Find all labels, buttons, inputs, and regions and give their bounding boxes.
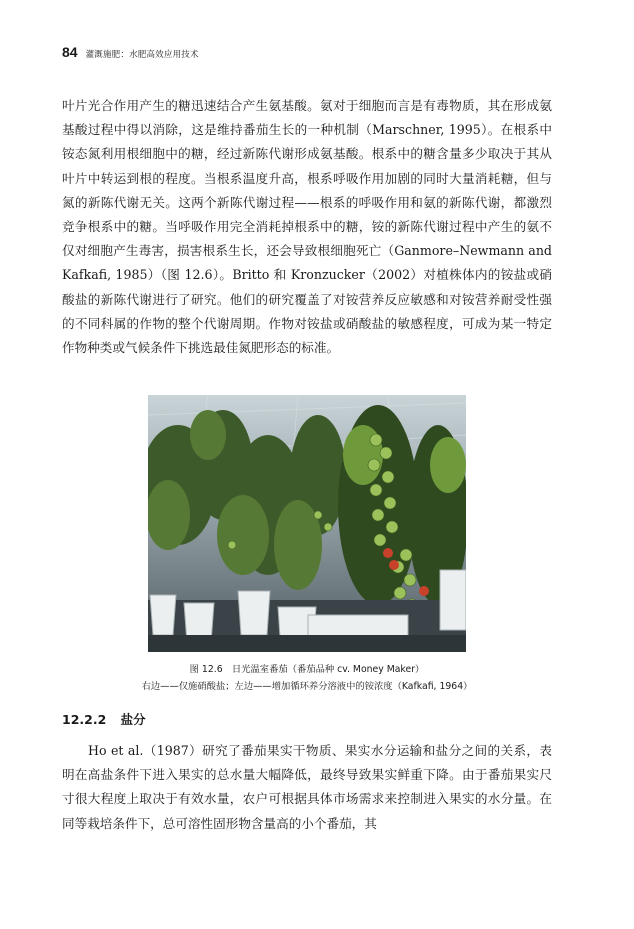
body-paragraph: Ho et al.（1987）研究了番茄果实干物质、果实水分运输和盐分之间的关系，表明在高盐条件下进入果实的总水量大幅降低，最终导致果实鲜重下降。由于番茄果实尺寸很大程度上取决于有效水量，农户可根据具体市场需求来控制进入果实的水分量。在同等栽培条件下，总可溶性固形物含量高的小个番茄，其 <box>62 743 552 831</box>
running-header <box>62 44 199 64</box>
running-title: 灌溉施肥：水肥高效应用技术 <box>85 50 199 60</box>
section-number: 12.2.2 <box>62 712 107 727</box>
page-number: 84 <box>62 44 78 60</box>
section-heading <box>62 710 146 728</box>
body-paragraph: 叶片光合作用产生的糖迅速结合产生氨基酸。氨对于细胞而言是有毒物质，其在形成氨基酸过程中得以消除，这是维持番茄生长的一种机制（Marschner, 1995）。在根系中铵态氮利用根细胞中的糖，经过新陈代谢形成氨基酸。根系中的糖含量多少取决于其从叶片中转运到根的程度。当根系温度升高，根系呼吸作用加剧的同时大量消耗糖，但与氮的新陈代谢无关。这两个新陈代谢过程——根系的呼吸作用和氨的新陈代谢，都激烈竞争根系中的糖。当呼吸作用完全消耗掉根系中的糖，铵的新陈代谢过程中产生的氨不仅对细胞产生毒害，损害根系生长，还会导致根细胞死亡（Ganmore–Newmann and Kafkafi, 1985）（图 12.6）。Britto 和 Kronzucker（2002）对植株体内的铵盐或硝酸盐的新陈代谢进行了研究。他们的研究覆盖了对铵营养反应敏感和对铵营养耐受性强的不同科属的作物的整个代谢周期。作物对铵盐或硝酸盐的敏感程度，可成为某一特定作物种类或气候条件下挑选最佳氮肥形态的标准。 <box>62 98 552 356</box>
figure-caption-title: 图 12.6 日光温室番茄（番茄品种 cv. Money Maker） <box>189 664 425 675</box>
tomato-greenhouse-illustration <box>148 395 466 652</box>
section-title: 盐分 <box>120 712 146 727</box>
tomato-greenhouse-photo <box>148 395 466 652</box>
figure-caption-note: 右边——仅施硝酸盐；左边——增加循环养分溶液中的铵浓度（Kafkafi, 1964） <box>141 681 473 692</box>
